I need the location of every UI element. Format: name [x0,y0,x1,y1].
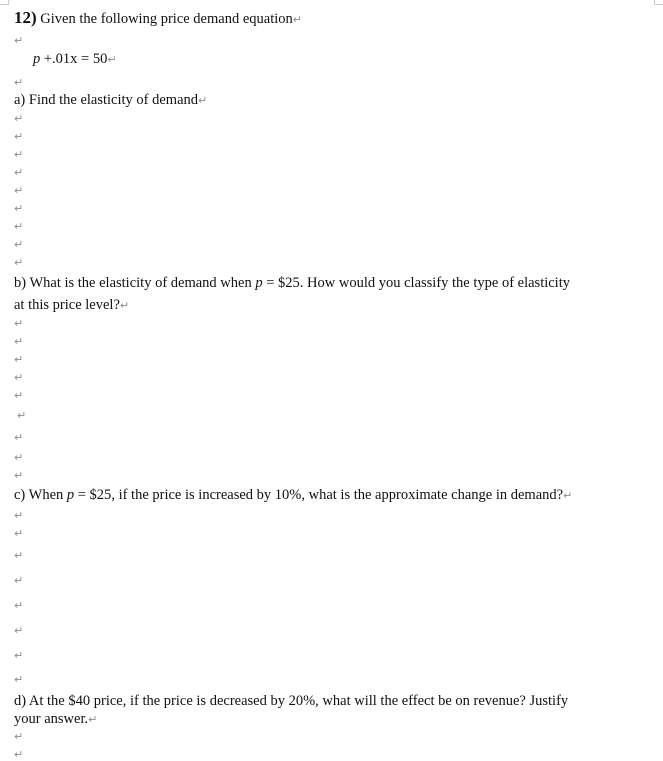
demand-equation [33,50,117,69]
paragraph-mark-icon: ↵ [14,317,24,330]
paragraph-mark-icon: ↵ [14,166,24,179]
paragraph-mark-icon: ↵ [14,353,24,366]
paragraph-mark-icon: ↵ [14,34,24,47]
paragraph-mark-icon: ↵ [14,112,24,125]
paragraph-mark-icon: ↵ [14,673,24,686]
part-b-tail: . How would you classify the type of elasticity [299,275,570,291]
equation-rest: +.01x = 50 [43,51,108,67]
paragraph-mark-icon: ↵ [14,148,24,161]
part-c-variable-p: p [66,487,75,503]
paragraph-mark-icon: ↵ [14,574,24,587]
page-corner-left [0,0,9,5]
paragraph-mark-icon: ↵ [14,649,24,662]
part-b-prompt [14,274,570,292]
paragraph-mark-icon: ↵ [14,220,24,233]
paragraph-mark-icon: ↵ [14,238,24,251]
paragraph-mark-icon: ↵ [14,431,24,444]
part-b-lead: b) What is the elasticity of demand when [14,275,252,291]
paragraph-mark-icon: ↵ [119,299,130,312]
paragraph-mark-icon: ↵ [14,549,24,562]
part-b-line2-text: at this price level? [14,297,120,313]
paragraph-mark-icon: ↵ [14,76,24,89]
part-c-lead: c) When [14,487,64,503]
paragraph-mark-icon: ↵ [14,451,24,464]
paragraph-mark-icon: ↵ [14,184,24,197]
part-b-value: = $25 [266,275,300,291]
paragraph-mark-icon: ↵ [292,13,302,26]
part-c-value: = $25 [77,487,112,503]
question-number: 12) [14,8,37,27]
paragraph-mark-icon: ↵ [88,713,98,726]
paragraph-mark-icon: ↵ [14,730,24,743]
part-c-prompt [14,486,572,505]
paragraph-mark-icon: ↵ [107,53,117,66]
paragraph-mark-icon: ↵ [563,489,573,502]
paragraph-mark-icon: ↵ [14,371,24,384]
question-heading [14,9,302,29]
part-a-prompt [14,91,207,110]
part-b-variable-p: p [255,275,263,291]
paragraph-mark-icon: ↵ [14,389,24,402]
part-d-line2-text: your answer. [14,711,89,727]
part-c-tail: , if the price is increased by 10%, what is the approximate change in demand? [111,487,564,503]
equation-variable-p: p [33,51,41,67]
paragraph-mark-icon: ↵ [14,469,24,482]
part-d-prompt [14,692,568,710]
paragraph-mark-icon: ↵ [14,202,24,215]
paragraph-mark-icon: ↵ [14,748,24,761]
part-b-line2 [14,296,129,315]
part-d-line1: d) At the $40 price, if the price is decreased by 20%, what will the effect be on revenue? Justify [14,693,569,709]
paragraph-mark-icon: ↵ [14,527,24,540]
part-d-line2 [14,710,97,729]
paragraph-mark-icon: ↵ [14,335,24,348]
paragraph-mark-icon: ↵ [14,256,24,269]
page-corner-right [654,0,663,5]
question-intro: Given the following price demand equation [40,11,293,27]
paragraph-mark-icon: ↵ [198,94,208,107]
paragraph-mark-icon: ↵ [17,409,27,422]
part-a-text: a) Find the elasticity of demand [14,92,199,108]
paragraph-mark-icon: ↵ [14,624,24,637]
paragraph-mark-icon: ↵ [14,130,24,143]
paragraph-mark-icon: ↵ [14,599,24,612]
paragraph-mark-icon: ↵ [14,509,24,522]
